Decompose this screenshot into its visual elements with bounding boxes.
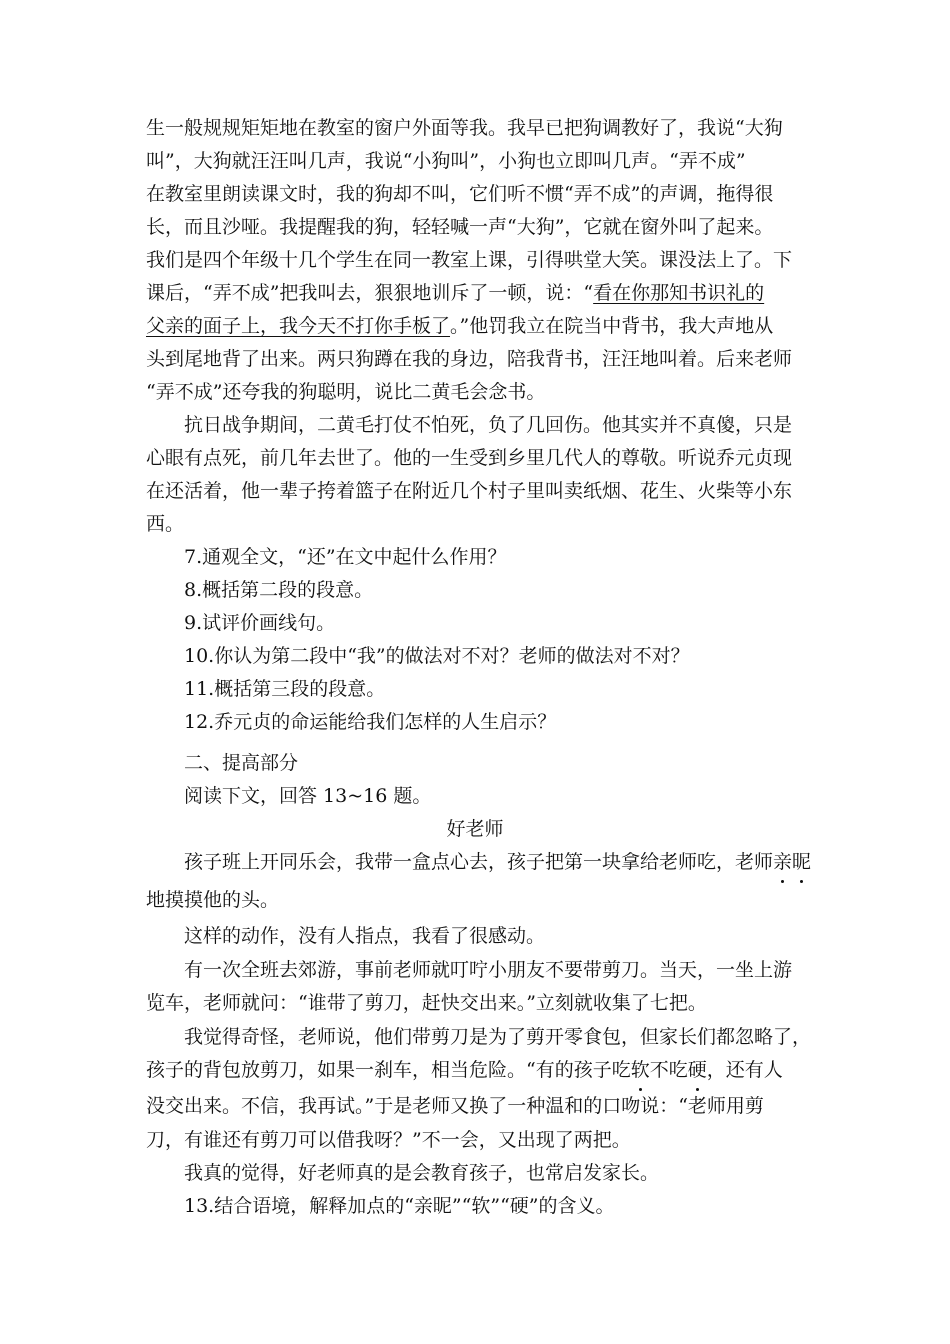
question-item: 11.概括第三段的段意。 — [184, 678, 386, 700]
question-item: 9.试评价画线句。 — [184, 612, 336, 634]
reading-instruction: 阅读下文，回答 13~16 题。 — [184, 785, 432, 807]
passage-line: 我真的觉得，好老师真的是会教育孩子，也常启发家长。 — [184, 1162, 660, 1184]
article-title: 好老师 — [446, 818, 504, 840]
passage-line: 我们是四个年级十几个学生在同一教室上课，引得哄堂大笑。课没法上了。下 — [146, 249, 793, 271]
passage-line: 生一般规规矩矩地在教室的窗户外面等我。我早已把狗调教好了，我说“大狗 — [146, 117, 783, 139]
dotted-character: 亲 — [773, 847, 792, 877]
passage-line: 我觉得奇怪，老师说，他们带剪刀是为了剪开零食包，但家长们都忽略了， — [184, 1026, 812, 1048]
underlined-sentence: 父亲的面子上，我今天不打你手板了 — [146, 315, 451, 337]
passage-line: 在还活着，他一辈子挎着篮子在附近几个村子里叫卖纸烟、花生、火柴等小东 — [146, 480, 793, 502]
passage-text: 。”他罚我立在院当中背书，我大声地从 — [450, 315, 774, 337]
passage-line — [146, 278, 806, 308]
passage-line: 览车，老师就问：“谁带了剪刀，赶快交出来。”立刻就收集了七把。 — [146, 992, 707, 1014]
passage-text: 孩子班上开同乐会，我带一盒点心去，孩子把第一块拿给老师吃，老师 — [184, 851, 774, 873]
passage-line: 头到尾地背了出来。两只狗蹲在我的身边，陪我背书，汪汪地叫着。后来老师 — [146, 348, 793, 370]
passage-line: 这样的动作，没有人指点，我看了很感动。 — [184, 925, 546, 947]
passage-line — [146, 1055, 806, 1085]
passage-line — [146, 311, 806, 341]
passage-line: 西。 — [146, 513, 185, 535]
passage-line: 长，而且沙哑。我提醒我的狗，轻轻喊一声“大狗”，它就在窗外叫了起来。 — [146, 216, 774, 238]
underlined-sentence: 看在你那知书识礼的 — [593, 282, 765, 304]
question-item: 12.乔元贞的命运能给我们怎样的人生启示？ — [184, 711, 557, 733]
passage-text: 孩子的背包放剪刀，如果一刹车，相当危险。“有的孩子吃 — [146, 1059, 631, 1081]
passage-line: 没交出来。不信，我再试。”于是老师又换了一种温和的口吻说：“老师用剪 — [146, 1095, 764, 1117]
passage-line: 刀，有谁还有剪刀可以借我呀？”不一会，又出现了两把。 — [146, 1129, 631, 1151]
dotted-character: 硬 — [688, 1055, 707, 1085]
passage-line — [184, 847, 844, 877]
passage-line: “弄不成”还夸我的狗聪明，说比二黄毛会念书。 — [146, 381, 546, 403]
passage-text: 课后，“弄不成”把我叫去，狠狠地训斥了一顿，说：“ — [146, 282, 594, 304]
passage-line: 在教室里朗读课文时，我的狗却不叫，它们听不惯“弄不成”的声调，拖得很 — [146, 183, 774, 205]
dotted-character: 软 — [631, 1055, 650, 1085]
question-item: 8.概括第二段的段意。 — [184, 579, 374, 601]
passage-text: 不吃 — [649, 1059, 688, 1081]
passage-line: 心眼有点死，前几年去世了。他的一生受到乡里几代人的尊敬。听说乔元贞现 — [146, 447, 793, 469]
question-item: 13.结合语境，解释加点的“亲昵”“软”“硬”的含义。 — [184, 1195, 615, 1217]
question-item: 10.你认为第二段中“我”的做法对不对？老师的做法对不对？ — [184, 645, 690, 667]
passage-line: 叫”，大狗就汪汪叫几声，我说“小狗叫”，小狗也立即叫几声。“弄不成” — [146, 150, 746, 172]
passage-line: 有一次全班去郊游，事前老师就叮咛小朋友不要带剪刀。当天，一坐上游 — [184, 959, 793, 981]
passage-text: ，还有人 — [706, 1059, 783, 1081]
passage-line: 抗日战争期间，二黄毛打仗不怕死，负了几回伤。他其实并不真傻，只是 — [184, 414, 793, 436]
question-item: 7.通观全文，“还”在文中起什么作用？ — [184, 546, 507, 568]
passage-line: 地摸摸他的头。 — [146, 889, 280, 911]
dotted-character: 昵 — [792, 847, 811, 877]
section-heading: 二、提高部分 — [184, 752, 299, 774]
